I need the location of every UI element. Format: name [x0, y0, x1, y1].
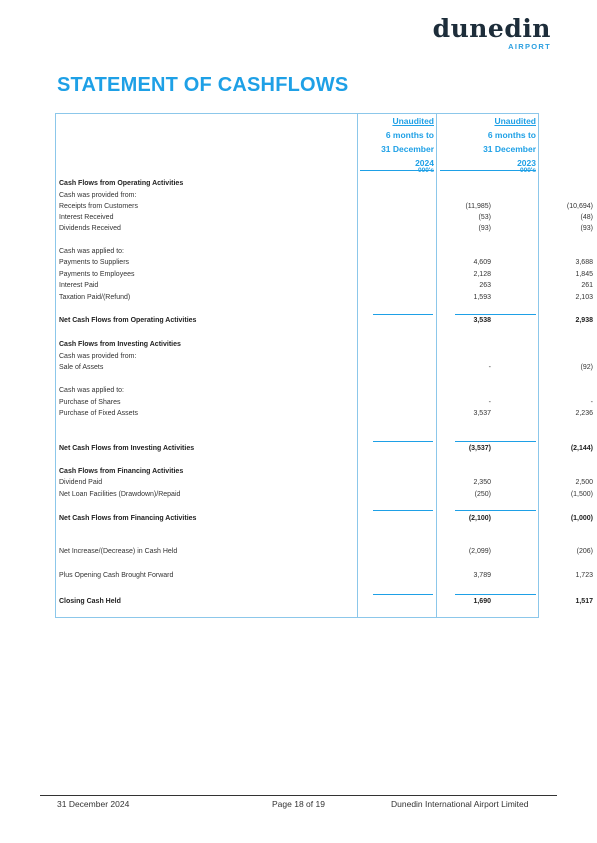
column-header-line: 31 December: [381, 144, 434, 154]
value-2023: (10,694): [566, 203, 593, 210]
row-label: Payments to Suppliers: [59, 259, 130, 266]
subtotal-rule: [373, 510, 433, 511]
value-2024: 2,350: [473, 479, 491, 486]
table-row: [59, 477, 593, 488]
row-label: Net Increase/(Decrease) in Cash Held: [59, 548, 178, 555]
row-label: Payments to Employees: [59, 271, 135, 278]
row-label: Receipts from Customers: [59, 203, 138, 210]
subtotal-rule: [373, 314, 433, 315]
value-2023: 1,517: [575, 598, 593, 605]
value-2023: (206): [576, 548, 593, 555]
table-row: [59, 212, 593, 223]
company-logo: [433, 16, 551, 51]
value-2024: (53): [478, 214, 491, 221]
value-2024: -: [488, 364, 491, 371]
value-2024: 2,128: [473, 271, 491, 278]
value-2023: (1,000): [570, 515, 593, 522]
table-row: [59, 385, 539, 396]
total-rule: [455, 594, 536, 595]
value-2024: 1,593: [473, 294, 491, 301]
subtotal-rule: [455, 510, 536, 511]
row-label: Net Loan Facilities (Drawdown)/Repaid: [59, 491, 181, 498]
row-label: Cash was applied to:: [59, 248, 124, 255]
value-2024: (93): [478, 225, 491, 232]
table-row: [59, 223, 593, 234]
column-header-line: Unaudited: [392, 116, 434, 126]
value-2023: 2,938: [575, 317, 593, 324]
value-2023: 1,723: [575, 572, 593, 579]
value-2024: -: [488, 399, 491, 406]
column-header-line: 6 months to: [487, 130, 536, 140]
value-2024: 1,690: [473, 598, 491, 605]
units-label-2024: 000's: [417, 167, 434, 174]
value-2023: 2,236: [575, 410, 593, 417]
logo-subtitle: AIRPORT: [508, 42, 551, 51]
footer-page-number: Page 18 of 19: [272, 799, 325, 809]
footer-company: Dunedin International Airport Limited: [391, 799, 529, 809]
row-label: Taxation Paid/(Refund): [59, 294, 131, 301]
value-2023: (93): [580, 225, 593, 232]
row-label: Interest Paid: [59, 282, 99, 289]
subtotal-rule: [373, 441, 433, 442]
table-row: [59, 257, 593, 268]
row-label: Cash was provided from:: [59, 192, 137, 199]
table-row: [59, 397, 593, 408]
table-row: [59, 280, 593, 291]
value-2024: 3,537: [473, 410, 491, 417]
row-label: Net Cash Flows from Financing Activities: [59, 515, 197, 522]
value-2023: (92): [580, 364, 593, 371]
footer-date: 31 December 2024: [57, 799, 130, 809]
value-2023: 2,103: [575, 294, 593, 301]
table-row: [59, 351, 539, 362]
value-2023: 2,500: [575, 479, 593, 486]
table-row: [59, 466, 539, 477]
value-2024: (3,537): [468, 445, 491, 452]
value-2023: -: [590, 399, 593, 406]
row-label: Sale of Assets: [59, 364, 104, 371]
column-header-line: 31 December: [483, 144, 536, 154]
value-2024: (2,099): [468, 548, 491, 555]
value-2023: (2,144): [570, 445, 593, 452]
value-2023: (48): [580, 214, 593, 221]
page-title: STATEMENT OF CASHFLOWS: [57, 74, 349, 96]
table-row: [59, 362, 593, 373]
row-label: Dividend Paid: [59, 479, 103, 486]
row-label: Purchase of Shares: [59, 399, 121, 406]
value-2024: 3,789: [473, 572, 491, 579]
row-label: Dividends Received: [59, 225, 121, 232]
logo-wordmark: dunedin: [432, 14, 551, 43]
row-label: Cash was provided from:: [59, 353, 137, 360]
value-2023: 261: [581, 282, 593, 289]
value-2023: (1,500): [570, 491, 593, 498]
table-row: [59, 201, 593, 212]
table-row: [59, 339, 539, 350]
value-2023: 1,845: [575, 271, 593, 278]
table-row: [59, 178, 539, 189]
table-row: [59, 246, 539, 257]
table-row: [59, 292, 593, 303]
column-header-line: 6 months to: [385, 130, 434, 140]
column-header-2023: [440, 114, 536, 171]
table-row: [59, 570, 593, 581]
row-label: Closing Cash Held: [59, 598, 121, 605]
table-row: [59, 408, 593, 419]
value-2024: (11,985): [465, 203, 491, 210]
value-2024: 4,609: [473, 259, 491, 266]
table-row: [59, 546, 593, 557]
value-2024: (2,100): [468, 515, 491, 522]
units-label-2023: 000's: [519, 167, 536, 174]
total-rule: [373, 594, 433, 595]
table-row: [59, 489, 593, 500]
table-row: [59, 315, 593, 326]
value-2023: 3,688: [575, 259, 593, 266]
row-label: Net Cash Flows from Operating Activities: [59, 317, 197, 324]
table-row: [59, 596, 593, 607]
row-label: Purchase of Fixed Assets: [59, 410, 138, 417]
row-label: Plus Opening Cash Brought Forward: [59, 572, 174, 579]
row-label: Cash Flows from Financing Activities: [59, 468, 184, 475]
row-label: Cash Flows from Investing Activities: [59, 341, 181, 348]
table-row: [59, 443, 593, 454]
column-header-line: Unaudited: [494, 116, 536, 126]
column-header-line: 2023: [440, 156, 536, 171]
value-2024: 263: [479, 282, 491, 289]
column-header-2024: [360, 114, 434, 171]
row-label: Interest Received: [59, 214, 114, 221]
row-label: Cash was applied to:: [59, 387, 124, 394]
table-row: [59, 269, 593, 280]
value-2024: (250): [474, 491, 491, 498]
column-header-line: 2024: [360, 156, 434, 171]
subtotal-rule: [455, 314, 536, 315]
subtotal-rule: [455, 441, 536, 442]
table-row: [59, 190, 539, 201]
value-2024: 3,538: [473, 317, 491, 324]
table-row: [59, 513, 593, 524]
row-label: Net Cash Flows from Investing Activities: [59, 445, 195, 452]
footer-rule: [40, 795, 557, 796]
row-label: Cash Flows from Operating Activities: [59, 180, 184, 187]
